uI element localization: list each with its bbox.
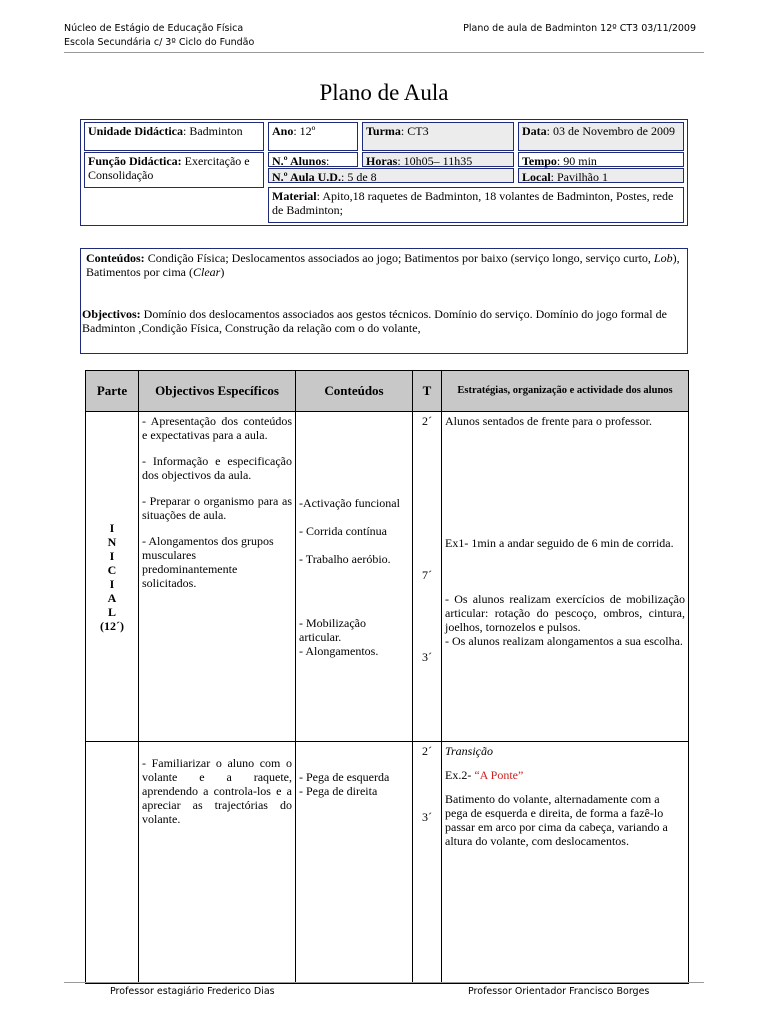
strategy-item: Alunos sentados de frente para o professor.	[445, 414, 652, 428]
time-value: 7´	[422, 568, 432, 582]
unidade-value: : Badminton	[183, 124, 243, 138]
header-objectivos: Objectivos Específicos	[139, 371, 296, 412]
tempo-cell	[413, 742, 442, 984]
table-header-row	[86, 371, 689, 412]
tempo-label: Tempo	[522, 154, 557, 168]
estrategias-cell	[442, 412, 689, 742]
alunos-label: N.º Alunos	[272, 154, 326, 168]
local-cell	[518, 168, 684, 183]
conteudos-block	[86, 251, 682, 279]
objective-item: - Alongamentos dos grupos musculares predominantemente solicitados.	[142, 534, 274, 590]
footer-supervisor: Professor Orientador Francisco Borges	[468, 986, 650, 997]
objectivos-cell	[139, 412, 296, 742]
header-estrategias: Estratégias, organização e actividade dos alunos	[442, 371, 689, 412]
aula-ud-label: N.º Aula U.D.	[272, 170, 341, 184]
horas-cell	[362, 152, 514, 167]
strategy-item: Ex1- 1min a andar seguido de 6 min de corrida.	[445, 536, 674, 550]
page-title: Plano de Aula	[319, 80, 449, 105]
time-value: 2´	[422, 414, 432, 428]
aula-ud-cell	[268, 168, 514, 183]
content-item: - Mobilização articular.	[299, 616, 366, 644]
header-tempo: T	[413, 371, 442, 412]
aula-ud-value: : 5 de 8	[340, 170, 377, 184]
exercise-title	[445, 768, 685, 782]
header-institution: Núcleo de Estágio de Educação Física	[64, 23, 244, 34]
objective-item: - Preparar o organismo para as situações de aula.	[142, 494, 292, 522]
parte-letter: I	[109, 520, 115, 535]
parte-letter: C	[107, 562, 117, 577]
time-value: 3´	[422, 810, 432, 824]
alunos-cell	[268, 152, 358, 167]
content-item: - Corrida contínua	[299, 524, 387, 538]
content-item: -Activação funcional	[299, 496, 400, 510]
time-value: 3´	[422, 650, 432, 664]
transition-label: Transição	[445, 744, 494, 758]
parte-letter: L	[107, 604, 116, 619]
header-parte: Parte	[86, 371, 139, 412]
turma-label: Turma	[366, 124, 401, 138]
objectivos-text: Domínio dos deslocamentos associados aos gestos técnicos. Domínio do serviço. Domínio do jogo formal de Badminton ,Condição Física, Construção da relação com o do volante,	[82, 307, 667, 335]
running-header-left	[64, 22, 254, 50]
conteudos-text-c: )	[220, 265, 225, 279]
funcao-value: Exercitação e Consolidação	[88, 154, 250, 182]
parte-duration: (12´)	[100, 618, 124, 633]
conteudos-text-b: ), Batimentos por cima (	[86, 251, 680, 279]
local-label: Local	[522, 170, 551, 184]
content-item: - Pega de direita	[299, 784, 378, 798]
clear-term: Clear	[192, 265, 221, 279]
data-value: : 03 de Novembro de 2009	[546, 124, 675, 138]
objective-item: - Familiarizar o aluno com o volante e a raquete, aprendendo a controla-los e a apreciar as trajectórias do volante.	[142, 756, 292, 826]
funcao-cell	[84, 152, 264, 188]
tempo-cell	[413, 412, 442, 742]
table-row	[86, 742, 689, 984]
conteudos-cell	[296, 412, 413, 742]
header-divider	[64, 52, 704, 53]
turma-value: : CT3	[400, 124, 429, 138]
turma-cell	[362, 122, 514, 151]
header-plan-info: Plano de aula de Badminton 12º CT3 03/11/2009	[463, 23, 696, 34]
parte-empty-cell	[86, 742, 139, 984]
estrategias-cell	[442, 742, 689, 984]
parte-letter: N	[107, 534, 117, 549]
strategy-item: - Os alunos realizam alongamentos a sua escolha.	[445, 634, 683, 648]
header-school: Escola Secundária c/ 3º Ciclo do Fundão	[64, 37, 255, 48]
header-conteudos: Conteúdos	[296, 371, 413, 412]
horas-value: : 10h05– 11h35	[397, 154, 473, 168]
material-label: Material	[272, 189, 317, 203]
alunos-value: :	[325, 154, 330, 168]
time-value: 2´	[422, 744, 432, 758]
parte-inicial-cell	[86, 412, 139, 742]
objectivos-cell	[139, 742, 296, 984]
lob-term: Lob	[653, 251, 673, 265]
strategy-item: Batimento do volante, alternadamente com a pega de esquerda e direita, de forma a fazê-lo passar em arco por cima da cabeça, variando a altura do volante, com deslocamentos.	[445, 792, 668, 848]
objectivos-label: Objectivos:	[82, 307, 141, 321]
parte-letter: A	[107, 590, 117, 605]
data-cell	[518, 122, 684, 151]
content-item: - Trabalho aeróbio.	[299, 552, 391, 566]
data-label: Data	[522, 124, 547, 138]
material-cell	[268, 187, 684, 223]
conteudos-text: Condição Física; Deslocamentos associados ao jogo; Batimentos por baixo (serviço longo, serviço curto,	[144, 251, 654, 265]
footer-divider	[64, 982, 704, 983]
lesson-table	[85, 370, 689, 984]
material-value: : Apito,18 raquetes de Badminton, 18 volantes de Badminton, Postes, rede de Badminton;	[272, 189, 674, 217]
objective-item: - Informação e especificação dos objectivos da aula.	[142, 454, 292, 482]
strategy-item: - Os alunos realizam exercícios de mobilização articular: rotação do pescoço, ombros, cintura, joelhos, tornozelos e pulsos.	[445, 592, 685, 634]
conteudos-cell	[296, 742, 413, 984]
ano-cell	[268, 122, 358, 151]
horas-label: Horas	[366, 154, 398, 168]
funcao-label: Função Didáctica:	[88, 154, 182, 168]
footer-trainee: Professor estagiário Frederico Dias	[110, 986, 275, 997]
exercise-name: “A Ponte”	[474, 768, 524, 782]
objective-item: - Apresentação dos conteúdos e expectativas para a aula.	[142, 414, 292, 442]
content-item: - Pega de esquerda	[299, 770, 390, 784]
tempo-cell	[518, 152, 684, 167]
parte-letter: I	[109, 548, 115, 563]
content-item: - Alongamentos.	[299, 644, 379, 658]
ano-label: Ano	[272, 124, 294, 138]
table-row	[86, 412, 689, 742]
exercise-number: Ex.2-	[445, 768, 475, 782]
ano-value: : 12º	[293, 124, 316, 138]
unidade-label: Unidade Didáctica	[88, 124, 184, 138]
objectivos-block	[82, 307, 682, 335]
conteudos-label: Conteúdos:	[86, 251, 145, 265]
local-value: : Pavilhão 1	[550, 170, 608, 184]
tempo-value: : 90 min	[556, 154, 597, 168]
unidade-cell	[84, 122, 264, 151]
parte-letter: I	[109, 576, 115, 591]
